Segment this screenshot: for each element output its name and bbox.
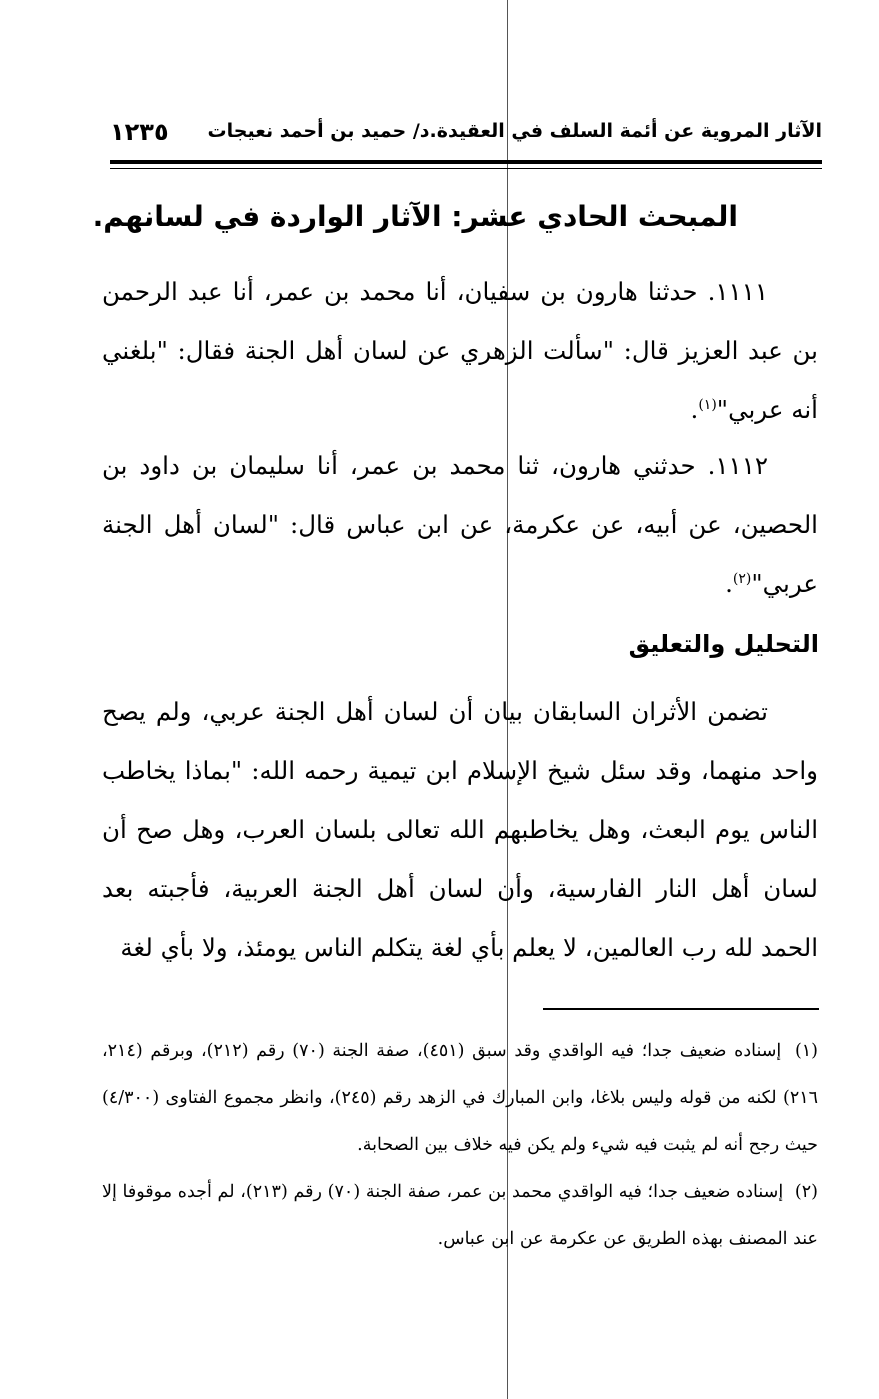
narration-paragraph-1112	[102, 436, 818, 613]
narration-end: .	[690, 395, 699, 424]
header-title: الآثار المروية عن أئمة السلف في العقيدة.د/ حميد بن أحمد نعيجات	[207, 120, 822, 142]
narration-text: حدثنا هارون بن سفيان، أنا محمد بن عمر، أنا عبد الرحمن بن عبد العزيز قال: "سألت الزهري عن لسان أهل الجنة فقال: "بلغني أنه عربي"	[102, 277, 818, 424]
section-heading: المبحث الحادي عشر: الآثار الواردة في لسانهم.	[92, 200, 738, 233]
header-rule-thin	[110, 168, 822, 169]
footnote-reference: (١)	[698, 396, 717, 413]
narration-number: ١١١٢.	[707, 451, 769, 480]
footnote-separator	[543, 1008, 819, 1010]
narration-number: ١١١١.	[707, 277, 768, 306]
footnotes	[102, 1028, 818, 1263]
analysis-paragraph: تضمن الأثران السابقان بيان أن لسان أهل الجنة عربي، ولم يصح واحد منهما، وقد سئل شيخ الإسلام ابن تيمية رحمه الله: "بماذا يخاطب الناس يوم البعث، وهل يخاطبهم الله تعالى بلسان العرب، وهل صح أن لسان أهل النار الفارسية، وأن لسان أهل الجنة العربية، فأجبته بعد الحمد لله رب العالمين، لا يعلم بأي لغة يتكلم الناس يومئذ، ولا بأي لغة	[102, 697, 818, 962]
footnote-text: إسناده ضعيف جدا؛ فيه الواقدي محمد بن عمر، صفة الجنة (٧٠) رقم (٢١٣)، لم أجده موقوفا إلا عند المصنف بهذه الطريق عن عكرمة عن ابن عباس.	[102, 1182, 818, 1249]
analysis-heading: التحليل والتعليق	[628, 630, 819, 658]
narration-text: حدثني هارون، ثنا محمد بن عمر، أنا سليمان بن داود بن الحصين، عن أبيه، عن عكرمة، عن ابن عباس قال: "لسان أهل الجنة عربي"	[102, 451, 818, 598]
narration-end: .	[725, 569, 733, 598]
footnote-number: (١)	[794, 1041, 818, 1061]
footnote-text: إسناده ضعيف جدا؛ فيه الواقدي وقد سبق (٤٥١)، صفة الجنة (٧٠) رقم (٢١٢)، وبرقم (٢١٤، ٢١٦) لكنه من قوله وليس بلاغا، وابن المبارك في الزهد رقم (٢٤٥)، وانظر مجموع الفتاوى (٤/٣٠٠) حيث رجح أنه لم يثبت فيه شيء ولم يكن فيه خلاف بين الصحابة.	[102, 1041, 819, 1155]
header-rule-thick	[110, 160, 822, 164]
footnote-reference: (٢)	[732, 570, 752, 587]
running-header	[110, 118, 822, 154]
footnote-number: (٢)	[794, 1182, 818, 1202]
page-number: ١٢٣٥	[110, 118, 169, 146]
footnote-1	[102, 1028, 818, 1169]
narration-paragraph-1111	[102, 262, 818, 439]
footnote-2	[102, 1169, 818, 1263]
